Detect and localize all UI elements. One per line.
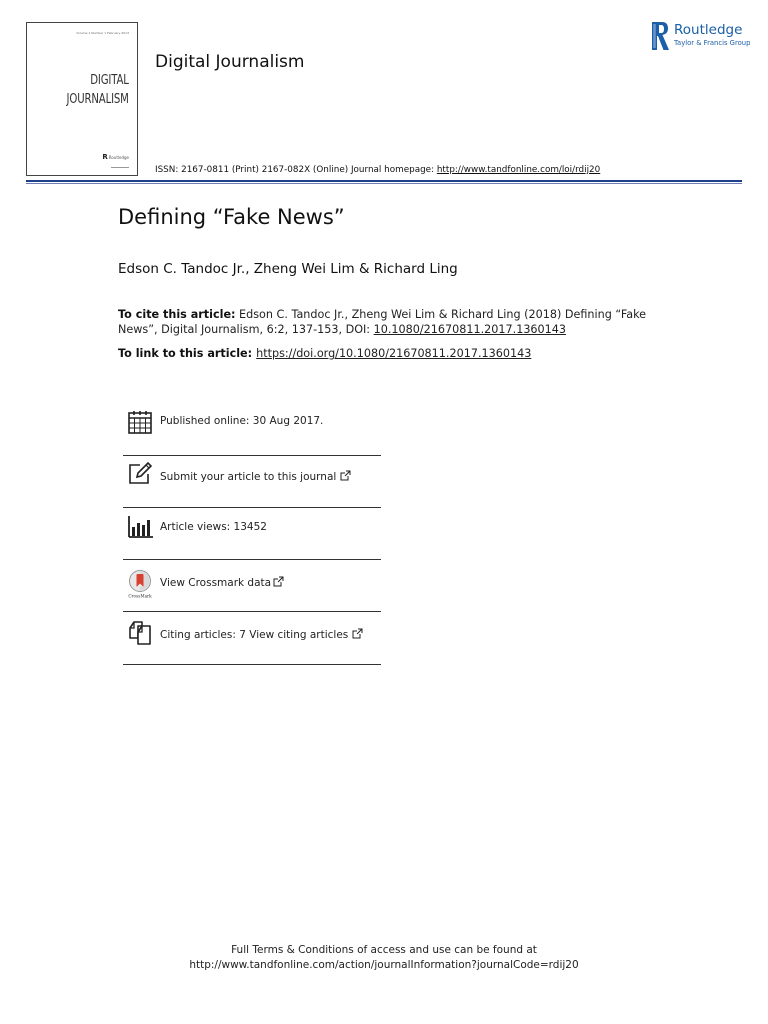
- journal-name: Digital Journalism: [155, 52, 305, 72]
- footer-terms: [0, 943, 768, 973]
- crossmark-link[interactable]: View Crossmark data: [160, 576, 284, 589]
- article-views-label: Article views: 13452: [160, 521, 267, 533]
- citing-articles-item[interactable]: [123, 613, 381, 665]
- edit-icon: [127, 461, 153, 487]
- published-online-label: Published online: 30 Aug 2017.: [160, 415, 324, 427]
- divider: [123, 611, 381, 612]
- article-link-line: [118, 347, 531, 360]
- svg-text:CrossMark: CrossMark: [128, 593, 152, 599]
- cover-divider: [111, 167, 129, 168]
- article-title: Defining “Fake News”: [118, 205, 345, 229]
- bar-chart-icon: [127, 514, 153, 540]
- external-link-icon: [273, 576, 284, 587]
- link-label: To link to this article:: [118, 347, 253, 360]
- routledge-logo[interactable]: [652, 22, 752, 52]
- routledge-mini-icon: R: [102, 153, 108, 161]
- header-rule: [26, 180, 742, 182]
- cover-issue-line: Volume 1 Number 1 February 2013: [76, 31, 129, 35]
- divider: [123, 664, 381, 665]
- submit-article-item[interactable]: [123, 456, 381, 508]
- article-views-item: [123, 508, 381, 560]
- journal-homepage-link[interactable]: http://www.tandfonline.com/loi/rdij20: [436, 165, 601, 175]
- issn-line: ISSN: 2167-0811 (Print) 2167-082X (Online) Journal homepage: http://www.tandfonline.com/loi/rdij20: [155, 165, 601, 175]
- citing-articles-link[interactable]: Citing articles: 7 View citing articles: [160, 628, 363, 641]
- citation-label: To cite this article:: [118, 308, 236, 321]
- doi-link[interactable]: 10.1080/21670811.2017.1360143: [373, 322, 567, 336]
- cover-publisher-logo: R Routledge: [102, 153, 129, 161]
- external-link-icon: [352, 628, 363, 639]
- publisher-name: Routledge: [674, 22, 743, 38]
- header-rule-thin: [26, 183, 742, 184]
- cover-title: DIGITAL JOURNALISM: [66, 73, 129, 107]
- footer-line-1: Full Terms & Conditions of access and use can be found at: [231, 944, 537, 956]
- citation-text: Edson C. Tandoc Jr., Zheng Wei Lim & Richard Ling (2018) Defining “Fake News”, Digital Journalism, 6:2, 137-153, DOI:: [118, 308, 647, 336]
- footer-terms-link[interactable]: http://www.tandfonline.com/action/journalInformation?journalCode=rdij20: [189, 959, 579, 971]
- journal-cover: [26, 22, 138, 176]
- article-authors: Edson C. Tandoc Jr., Zheng Wei Lim & Richard Ling: [118, 261, 458, 277]
- publisher-group: Taylor & Francis Group: [674, 39, 751, 47]
- citing-articles-icon: [127, 620, 153, 646]
- published-online-item: [123, 404, 381, 456]
- calendar-icon: [127, 409, 153, 435]
- crossmark-icon: [126, 569, 154, 599]
- citation-block: [118, 308, 658, 337]
- routledge-r-icon: [652, 22, 670, 50]
- article-doi-url[interactable]: https://doi.org/10.1080/21670811.2017.1360143: [256, 347, 532, 360]
- crossmark-item[interactable]: [123, 560, 381, 612]
- external-link-icon: [340, 470, 351, 481]
- submit-article-link[interactable]: Submit your article to this journal: [160, 470, 351, 483]
